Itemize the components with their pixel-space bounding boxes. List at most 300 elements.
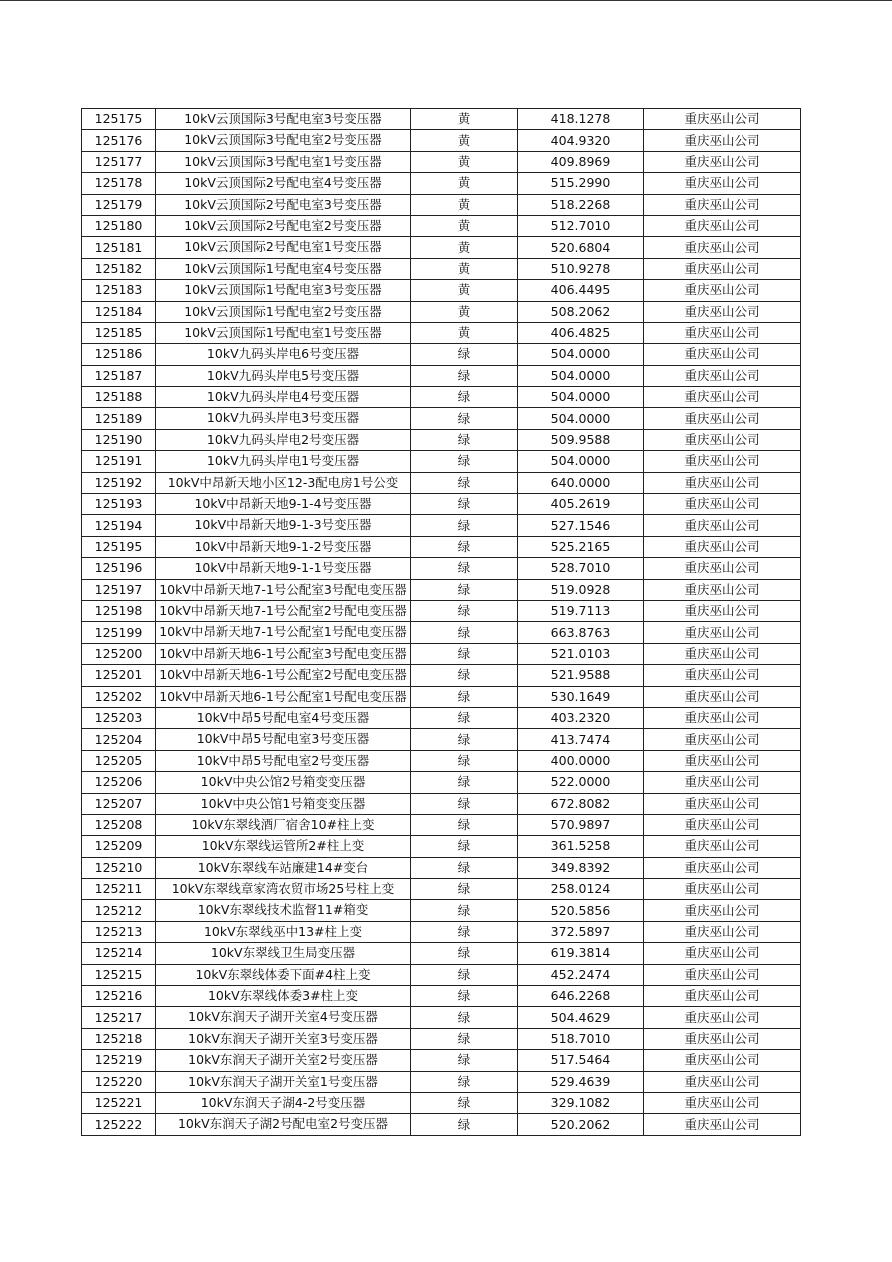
row-id-cell <box>82 986 156 1007</box>
company-name: 重庆巫山公司 <box>684 303 760 319</box>
load-value: 504.0000 <box>550 367 611 383</box>
transformer-name-cell <box>156 344 411 365</box>
table-row <box>82 836 801 857</box>
status-level: 绿 <box>457 560 471 576</box>
transformer-name-cell <box>156 429 411 450</box>
row-id-cell <box>82 772 156 793</box>
status-level: 绿 <box>457 1009 471 1025</box>
load-value: 529.4639 <box>550 1073 611 1089</box>
company-name: 重庆巫山公司 <box>684 1095 760 1111</box>
transformer-name-cell <box>156 130 411 151</box>
row-id: 125210 <box>94 859 143 875</box>
row-id: 125187 <box>94 367 143 383</box>
row-id: 125185 <box>94 325 143 341</box>
status-level: 黄 <box>457 132 471 148</box>
load-value: 405.2619 <box>550 496 611 512</box>
company-name-cell <box>644 879 801 900</box>
company-name-cell <box>644 1114 801 1135</box>
transformer-name-cell <box>156 879 411 900</box>
status-level-cell <box>411 857 518 878</box>
company-name: 重庆巫山公司 <box>684 474 760 490</box>
transformer-name: 10kV中昂新天地9-1-2号变压器 <box>194 538 372 554</box>
load-value-cell <box>518 1050 644 1071</box>
transformer-name: 10kV东翠线车站廉建14#变台 <box>197 859 369 875</box>
row-id-cell <box>82 408 156 429</box>
status-level: 黄 <box>457 111 471 127</box>
row-id: 125222 <box>94 1116 143 1132</box>
company-name-cell <box>644 258 801 279</box>
status-level-cell <box>411 814 518 835</box>
company-name-cell <box>644 1007 801 1028</box>
company-name-cell <box>644 836 801 857</box>
status-level-cell <box>411 793 518 814</box>
transformer-name: 10kV中央公馆2号箱变变压器 <box>200 774 366 790</box>
load-value-cell <box>518 986 644 1007</box>
transformer-name: 10kV东润天子湖开关室4号变压器 <box>188 1009 378 1025</box>
table-row <box>82 900 801 921</box>
company-name-cell <box>644 472 801 493</box>
company-name: 重庆巫山公司 <box>684 282 760 298</box>
company-name-cell <box>644 1050 801 1071</box>
transformer-name-cell <box>156 280 411 301</box>
transformer-name-cell <box>156 622 411 643</box>
transformer-name-cell <box>156 729 411 750</box>
transformer-name-cell <box>156 387 411 408</box>
row-id: 125190 <box>94 432 143 448</box>
transformer-name-cell <box>156 986 411 1007</box>
transformer-name: 10kV中昂5号配电室2号变压器 <box>196 752 370 768</box>
row-id: 125176 <box>94 132 143 148</box>
transformer-name-cell <box>156 451 411 472</box>
status-level: 绿 <box>457 1030 471 1046</box>
transformer-name: 10kV中昂新天地7-1号公配室3号配电变压器 <box>159 581 407 597</box>
transformer-name-cell <box>156 836 411 857</box>
row-id-cell <box>82 151 156 172</box>
status-level: 绿 <box>457 838 471 854</box>
company-name-cell <box>644 600 801 621</box>
company-name-cell <box>644 408 801 429</box>
status-level-cell <box>411 986 518 1007</box>
row-id-cell <box>82 451 156 472</box>
transformer-name-cell <box>156 1028 411 1049</box>
load-value: 663.8763 <box>550 624 611 640</box>
status-level: 绿 <box>457 752 471 768</box>
transformer-name-cell <box>156 151 411 172</box>
load-value: 530.1649 <box>550 688 611 704</box>
status-level: 绿 <box>457 645 471 661</box>
transformer-name-cell <box>156 793 411 814</box>
company-name-cell <box>644 686 801 707</box>
status-level: 绿 <box>457 795 471 811</box>
transformer-name-cell <box>156 707 411 728</box>
transformer-name: 10kV云顶国际1号配电室1号变压器 <box>184 324 382 340</box>
load-value: 504.0000 <box>550 453 611 469</box>
load-value: 409.8969 <box>550 153 611 169</box>
row-id-cell <box>82 365 156 386</box>
table-row <box>82 729 801 750</box>
row-id: 125208 <box>94 817 143 833</box>
load-value-cell <box>518 643 644 664</box>
row-id: 125207 <box>94 795 143 811</box>
company-name: 重庆巫山公司 <box>684 624 760 640</box>
status-level: 黄 <box>457 175 471 191</box>
company-name: 重庆巫山公司 <box>684 175 760 191</box>
row-id-cell <box>82 879 156 900</box>
transformer-name: 10kV东翠线技术监督11#箱变 <box>197 902 369 918</box>
row-id: 125211 <box>94 881 143 897</box>
load-value-cell <box>518 408 644 429</box>
status-level-cell <box>411 237 518 258</box>
row-id-cell <box>82 387 156 408</box>
company-name-cell <box>644 579 801 600</box>
status-level-cell <box>411 344 518 365</box>
company-name: 重庆巫山公司 <box>684 218 760 234</box>
load-value: 349.8392 <box>550 859 611 875</box>
row-id-cell <box>82 515 156 536</box>
status-level-cell <box>411 1092 518 1113</box>
load-value-cell <box>518 301 644 322</box>
row-id: 125214 <box>94 945 143 961</box>
status-level: 绿 <box>457 432 471 448</box>
row-id: 125189 <box>94 410 143 426</box>
row-id: 125193 <box>94 496 143 512</box>
row-id-cell <box>82 1071 156 1092</box>
transformer-name: 10kV九码头岸电6号变压器 <box>206 346 360 362</box>
load-value-cell <box>518 429 644 450</box>
row-id: 125204 <box>94 731 143 747</box>
row-id-cell <box>82 344 156 365</box>
load-value-cell <box>518 943 644 964</box>
transformer-name: 10kV中昂新天地9-1-1号变压器 <box>194 560 372 576</box>
transformer-name-cell <box>156 258 411 279</box>
transformer-name: 10kV云顶国际2号配电室4号变压器 <box>184 175 382 191</box>
company-name: 重庆巫山公司 <box>684 945 760 961</box>
row-id: 125191 <box>94 453 143 469</box>
table-row <box>82 451 801 472</box>
row-id-cell <box>82 237 156 258</box>
load-value: 452.2474 <box>550 966 611 982</box>
row-id-cell <box>82 814 156 835</box>
table-row <box>82 707 801 728</box>
load-value-cell <box>518 1071 644 1092</box>
transformer-name: 10kV九码头岸电1号变压器 <box>206 453 360 469</box>
load-value-cell <box>518 900 644 921</box>
load-value-cell <box>518 964 644 985</box>
company-name-cell <box>644 536 801 557</box>
company-name-cell <box>644 943 801 964</box>
load-value: 510.9278 <box>550 260 611 276</box>
company-name-cell <box>644 515 801 536</box>
load-value-cell <box>518 772 644 793</box>
transformer-table <box>81 108 801 1136</box>
load-value-cell <box>518 729 644 750</box>
status-level: 黄 <box>457 239 471 255</box>
row-id: 125177 <box>94 153 143 169</box>
table-row <box>82 857 801 878</box>
transformer-name: 10kV云顶国际2号配电室3号变压器 <box>184 196 382 212</box>
transformer-name-cell <box>156 322 411 343</box>
transformer-name: 10kV中央公馆1号箱变变压器 <box>200 795 366 811</box>
company-name-cell <box>644 429 801 450</box>
row-id-cell <box>82 558 156 579</box>
row-id-cell <box>82 429 156 450</box>
transformer-name-cell <box>156 1050 411 1071</box>
status-level-cell <box>411 622 518 643</box>
table-row <box>82 515 801 536</box>
transformer-name: 10kV东翠线章家湾农贸市场25号柱上变 <box>171 881 395 897</box>
row-id: 125220 <box>94 1073 143 1089</box>
status-level-cell <box>411 173 518 194</box>
table-row <box>82 237 801 258</box>
load-value: 520.5856 <box>550 902 611 918</box>
row-id: 125197 <box>94 581 143 597</box>
load-value: 515.2990 <box>550 175 611 191</box>
company-name: 重庆巫山公司 <box>684 774 760 790</box>
table-row <box>82 109 801 130</box>
status-level-cell <box>411 408 518 429</box>
company-name-cell <box>644 622 801 643</box>
transformer-name: 10kV九码头岸电3号变压器 <box>206 410 360 426</box>
load-value-cell <box>518 536 644 557</box>
transformer-name: 10kV东翠线体委3#柱上变 <box>207 988 359 1004</box>
status-level-cell <box>411 109 518 130</box>
load-value: 413.7474 <box>550 731 611 747</box>
table-row <box>82 258 801 279</box>
status-level: 绿 <box>457 539 471 554</box>
status-level: 黄 <box>457 325 471 341</box>
table-row <box>82 579 801 600</box>
load-value: 646.2268 <box>550 988 611 1004</box>
transformer-name: 10kV九码头岸电4号变压器 <box>206 389 360 405</box>
status-level-cell <box>411 215 518 236</box>
load-value-cell <box>518 472 644 493</box>
load-value: 504.0000 <box>550 410 611 426</box>
status-level: 黄 <box>457 303 471 319</box>
row-id-cell <box>82 194 156 215</box>
transformer-name: 10kV东润天子湖开关室1号变压器 <box>188 1073 378 1089</box>
company-name: 重庆巫山公司 <box>684 560 760 576</box>
company-name: 重庆巫山公司 <box>684 645 760 661</box>
load-value-cell <box>518 1007 644 1028</box>
row-id-cell <box>82 665 156 686</box>
load-value-cell <box>518 558 644 579</box>
load-value: 418.1278 <box>550 111 611 127</box>
row-id-cell <box>82 622 156 643</box>
company-name: 重庆巫山公司 <box>684 710 760 726</box>
transformer-name-cell <box>156 515 411 536</box>
status-level-cell <box>411 194 518 215</box>
row-id-cell <box>82 173 156 194</box>
load-value: 519.0928 <box>550 581 611 597</box>
status-level-cell <box>411 900 518 921</box>
status-level: 黄 <box>457 282 471 298</box>
status-level: 绿 <box>457 1116 471 1132</box>
company-name-cell <box>644 900 801 921</box>
status-level: 黄 <box>457 260 471 276</box>
row-id-cell <box>82 1114 156 1135</box>
transformer-name-cell <box>156 215 411 236</box>
status-level: 绿 <box>457 710 471 726</box>
transformer-name-cell <box>156 750 411 771</box>
status-level-cell <box>411 387 518 408</box>
status-level-cell <box>411 1114 518 1135</box>
company-name-cell <box>644 494 801 515</box>
transformer-name-cell <box>156 558 411 579</box>
status-level-cell <box>411 130 518 151</box>
load-value-cell <box>518 451 644 472</box>
load-value-cell <box>518 686 644 707</box>
row-id-cell <box>82 258 156 279</box>
status-level: 绿 <box>457 346 471 362</box>
transformer-name-cell <box>156 814 411 835</box>
load-value-cell <box>518 365 644 386</box>
status-level: 绿 <box>457 1073 471 1089</box>
company-name: 重庆巫山公司 <box>684 859 760 875</box>
company-name-cell <box>644 1092 801 1113</box>
status-level-cell <box>411 643 518 664</box>
status-level-cell <box>411 536 518 557</box>
status-level: 绿 <box>457 453 471 469</box>
status-level-cell <box>411 472 518 493</box>
row-id: 125212 <box>94 902 143 918</box>
load-value: 672.8082 <box>550 795 611 811</box>
table-row <box>82 301 801 322</box>
load-value: 504.0000 <box>550 389 611 405</box>
status-level-cell <box>411 451 518 472</box>
table-row <box>82 344 801 365</box>
transformer-name: 10kV中昂新天地6-1号公配室3号配电变压器 <box>159 645 407 661</box>
transformer-name-cell <box>156 900 411 921</box>
transformer-name: 10kV东润天子湖4-2号变压器 <box>200 1094 366 1110</box>
load-value: 520.6804 <box>550 239 611 255</box>
company-name: 重庆巫山公司 <box>684 817 760 833</box>
company-name-cell <box>644 707 801 728</box>
transformer-name: 10kV东润天子湖开关室2号变压器 <box>188 1052 378 1068</box>
status-level-cell <box>411 579 518 600</box>
transformer-name: 10kV云顶国际3号配电室1号变压器 <box>184 153 382 169</box>
transformer-name: 10kV云顶国际3号配电室3号变压器 <box>184 111 382 126</box>
company-name-cell <box>644 344 801 365</box>
table-row <box>82 194 801 215</box>
company-name: 重庆巫山公司 <box>684 795 760 811</box>
status-level-cell <box>411 494 518 515</box>
load-value: 517.5464 <box>550 1052 611 1068</box>
transformer-name: 10kV中昂新天地7-1号公配室2号配电变压器 <box>159 602 407 618</box>
company-name: 重庆巫山公司 <box>684 389 760 405</box>
company-name: 重庆巫山公司 <box>684 603 760 619</box>
table-row <box>82 1114 801 1135</box>
status-level: 绿 <box>457 924 471 940</box>
transformer-name: 10kV云顶国际1号配电室4号变压器 <box>184 260 382 276</box>
load-value-cell <box>518 1028 644 1049</box>
row-id: 125186 <box>94 346 143 362</box>
load-value-cell <box>518 515 644 536</box>
company-name-cell <box>644 215 801 236</box>
row-id-cell <box>82 536 156 557</box>
company-name: 重庆巫山公司 <box>684 688 760 704</box>
row-id-cell <box>82 729 156 750</box>
table-row <box>82 1028 801 1049</box>
load-value-cell <box>518 879 644 900</box>
company-name: 重庆巫山公司 <box>684 153 760 169</box>
transformer-name: 10kV九码头岸电2号变压器 <box>206 431 360 447</box>
company-name: 重庆巫山公司 <box>684 367 760 383</box>
table-row <box>82 686 801 707</box>
load-value-cell <box>518 921 644 942</box>
status-level-cell <box>411 1050 518 1071</box>
row-id: 125182 <box>94 260 143 276</box>
status-level-cell <box>411 151 518 172</box>
transformer-name: 10kV云顶国际3号配电室2号变压器 <box>184 132 382 148</box>
status-level-cell <box>411 1028 518 1049</box>
status-level-cell <box>411 707 518 728</box>
load-value: 504.4629 <box>550 1009 611 1025</box>
load-value-cell <box>518 151 644 172</box>
load-value: 521.9588 <box>550 667 611 683</box>
status-level: 绿 <box>457 1095 471 1111</box>
page-top-border <box>0 0 892 1</box>
table-row <box>82 429 801 450</box>
status-level-cell <box>411 729 518 750</box>
transformer-name: 10kV中昂新天地7-1号公配室1号配电变压器 <box>159 624 407 640</box>
load-value: 403.2320 <box>550 710 611 726</box>
row-id-cell <box>82 215 156 236</box>
load-value-cell <box>518 1092 644 1113</box>
status-level-cell <box>411 429 518 450</box>
status-level: 绿 <box>457 966 471 982</box>
company-name: 重庆巫山公司 <box>684 196 760 212</box>
transformer-name: 10kV东翠线体委下面#4柱上变 <box>195 966 371 982</box>
load-value: 520.2062 <box>550 1116 611 1132</box>
row-id: 125201 <box>94 667 143 683</box>
status-level-cell <box>411 600 518 621</box>
row-id: 125178 <box>94 175 143 191</box>
row-id: 125194 <box>94 517 143 533</box>
row-id-cell <box>82 109 156 130</box>
row-id-cell <box>82 280 156 301</box>
load-value-cell <box>518 173 644 194</box>
status-level: 绿 <box>457 731 471 747</box>
load-value-cell <box>518 793 644 814</box>
load-value-cell <box>518 600 644 621</box>
company-name: 重庆巫山公司 <box>684 838 760 854</box>
transformer-name: 10kV中昂5号配电室4号变压器 <box>196 709 370 725</box>
load-value-cell <box>518 322 644 343</box>
status-level: 绿 <box>457 902 471 918</box>
load-value: 329.1082 <box>550 1095 611 1111</box>
status-level: 绿 <box>457 603 471 619</box>
transformer-name-cell <box>156 772 411 793</box>
transformer-name-cell <box>156 408 411 429</box>
company-name: 重庆巫山公司 <box>684 453 760 469</box>
load-value: 504.0000 <box>550 346 611 362</box>
company-name-cell <box>644 322 801 343</box>
company-name-cell <box>644 793 801 814</box>
status-level: 绿 <box>457 367 471 383</box>
transformer-name-cell <box>156 472 411 493</box>
row-id: 125216 <box>94 988 143 1004</box>
company-name: 重庆巫山公司 <box>684 111 760 127</box>
company-name-cell <box>644 301 801 322</box>
row-id-cell <box>82 921 156 942</box>
transformer-name-cell <box>156 686 411 707</box>
row-id-cell <box>82 130 156 151</box>
transformer-name: 10kV九码头岸电5号变压器 <box>206 367 360 383</box>
status-level: 绿 <box>457 881 471 897</box>
row-id: 125196 <box>94 560 143 576</box>
load-value-cell <box>518 750 644 771</box>
status-level: 绿 <box>457 389 471 405</box>
